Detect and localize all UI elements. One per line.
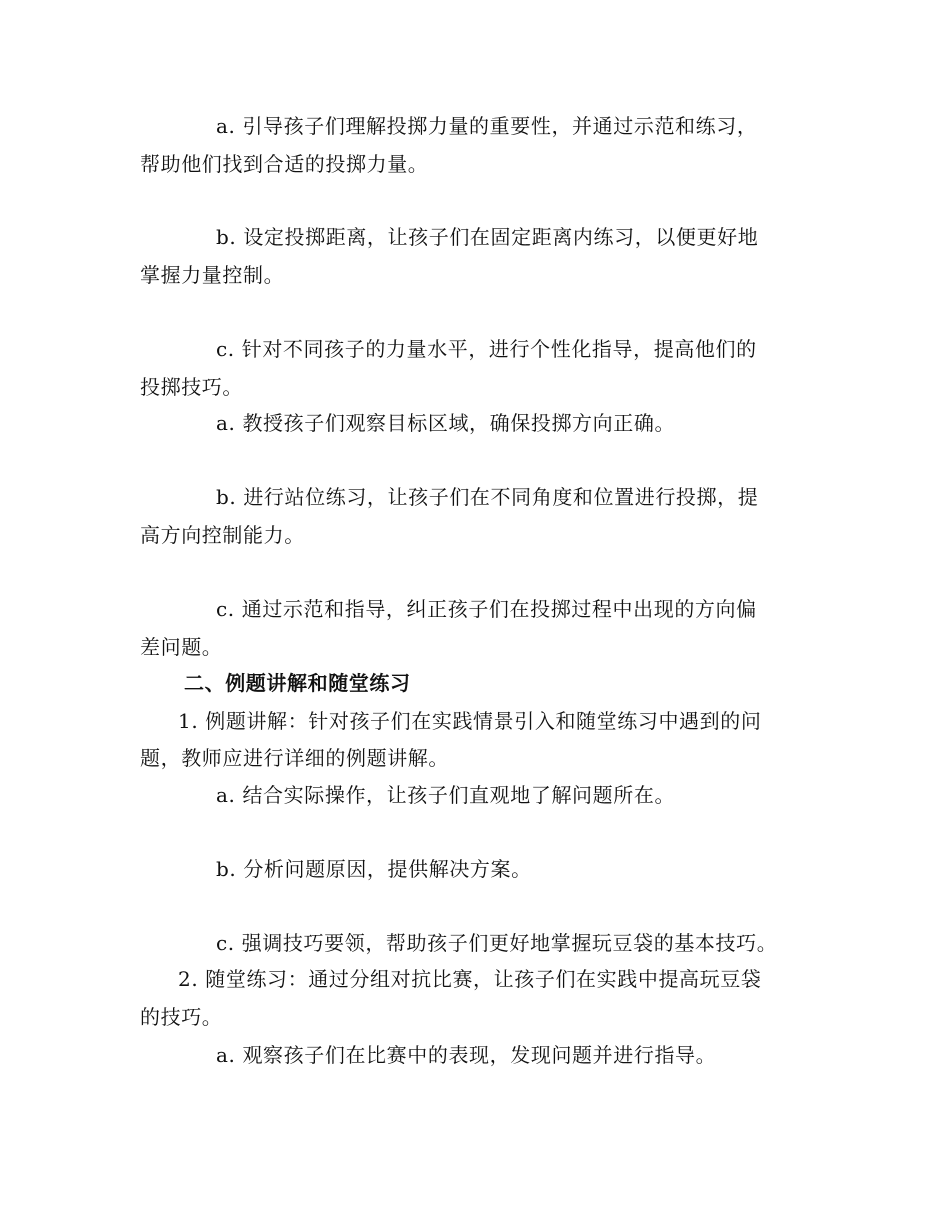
- paragraph-line: a. 结合实际操作，让孩子们直观地了解问题所在。: [216, 783, 676, 807]
- paragraph-line: 掌握力量控制。: [140, 263, 285, 287]
- paragraph-line: 1. 例题讲解：针对孩子们在实践情景引入和随堂练习中遇到的问: [178, 709, 762, 733]
- paragraph-line: 高方向控制能力。: [140, 523, 305, 547]
- paragraph-line: b. 设定投掷距离，让孩子们在固定距离内练习，以便更好地: [216, 225, 759, 249]
- paragraph-line: a. 教授孩子们观察目标区域，确保投掷方向正确。: [216, 411, 676, 435]
- paragraph-line: c. 针对不同孩子的力量水平，进行个性化指导，提高他们的: [216, 337, 757, 361]
- section-heading: 二、例题讲解和随堂练习: [184, 671, 411, 695]
- paragraph-line: b. 分析问题原因，提供解决方案。: [216, 857, 532, 881]
- paragraph-line: 差问题。: [140, 635, 223, 659]
- paragraph-line: c. 强调技巧要领，帮助孩子们更好地掌握玩豆袋的基本技巧。: [216, 931, 778, 955]
- paragraph-line: 投掷技巧。: [140, 375, 243, 399]
- paragraph-line: a. 观察孩子们在比赛中的表现，发现问题并进行指导。: [216, 1043, 717, 1067]
- paragraph-line: 2. 随堂练习：通过分组对抗比赛，让孩子们在实践中提高玩豆袋: [178, 967, 762, 991]
- paragraph-line: 的技巧。: [140, 1005, 223, 1029]
- paragraph-line: 帮助他们找到合适的投掷力量。: [140, 152, 429, 176]
- paragraph-line: c. 通过示范和指导，纠正孩子们在投掷过程中出现的方向偏: [216, 597, 757, 621]
- paragraph-line: 题，教师应进行详细的例题讲解。: [140, 746, 449, 770]
- paragraph-line: a. 引导孩子们理解投掷力量的重要性，并通过示范和练习，: [216, 114, 758, 138]
- paragraph-line: b. 进行站位练习，让孩子们在不同角度和位置进行投掷，提: [216, 485, 759, 509]
